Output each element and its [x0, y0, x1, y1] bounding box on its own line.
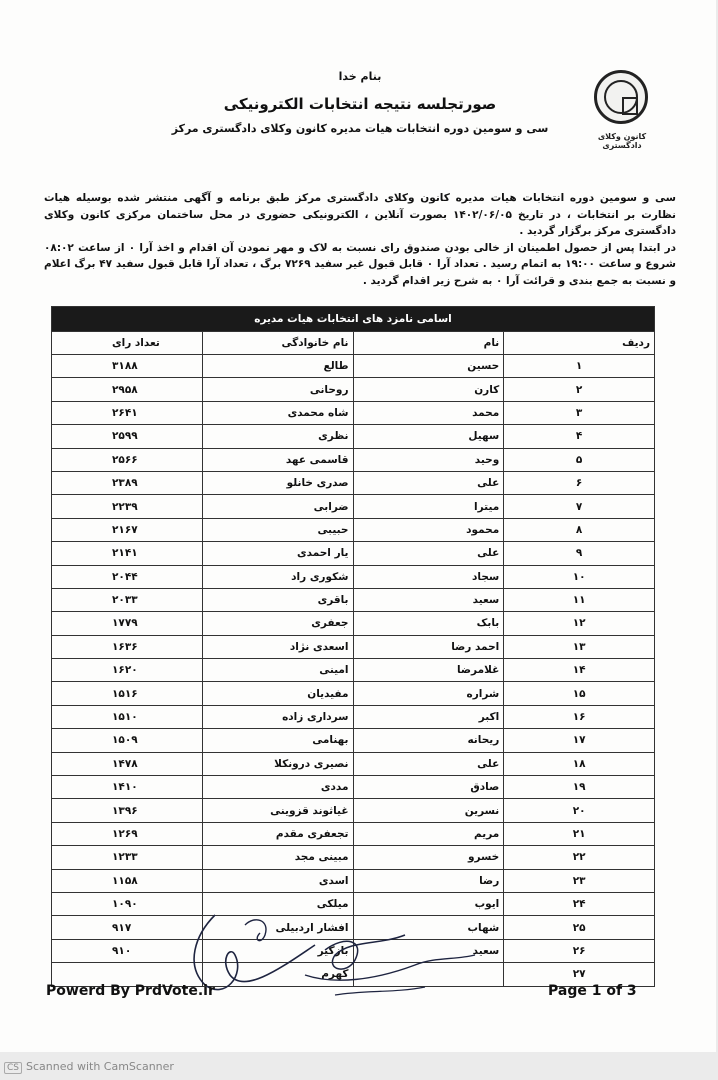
table-row	[52, 659, 655, 682]
cell-last-name: روحانی	[202, 378, 353, 401]
table-row	[52, 518, 655, 541]
cell-last-name: اسدی	[202, 869, 353, 892]
cell-first-name: احمد رضا	[353, 635, 504, 658]
col-header-last-name: نام خانوادگی	[202, 332, 353, 355]
cell-votes: ۲۲۳۹	[52, 495, 203, 518]
table-row	[52, 565, 655, 588]
cell-votes: ۲۹۵۸	[52, 378, 203, 401]
document-title: صورتجلسه نتیجه انتخابات الکترونیکی	[223, 95, 497, 113]
cell-row-number: ۱۲	[504, 612, 655, 635]
cell-first-name: اکبر	[353, 705, 504, 728]
camscanner-logo-icon: CS	[4, 1062, 22, 1074]
cell-row-number: ۱	[504, 355, 655, 378]
cell-votes: ۳۱۸۸	[52, 355, 203, 378]
cell-row-number: ۱۷	[504, 729, 655, 752]
cell-last-name: کهرم	[202, 963, 353, 986]
cell-row-number: ۲۲	[504, 846, 655, 869]
table-row	[52, 682, 655, 705]
cell-votes: ۱۵۰۹	[52, 729, 203, 752]
cell-first-name: میترا	[353, 495, 504, 518]
cell-first-name: سهیل	[353, 425, 504, 448]
cell-first-name: کارن	[353, 378, 504, 401]
cell-row-number: ۱۸	[504, 752, 655, 775]
cell-votes: ۱۵۱۶	[52, 682, 203, 705]
table-row	[52, 776, 655, 799]
document-subtitle: سی و سومین دوره انتخابات هیات مدیره کانون وکلای دادگستری مرکز	[171, 122, 549, 135]
cell-first-name: غلامرضا	[353, 659, 504, 682]
table-row	[52, 495, 655, 518]
table-row	[52, 588, 655, 611]
table-row	[52, 425, 655, 448]
table-row	[52, 916, 655, 939]
intro-paragraph-1: سی و سومین دوره انتخابات هیات مدیره کانون وکلای دادگستری مرکز طبق برنامه و آگهی منتشر شده بوسیله هیات نظارت بر انتخابات ، در تاریخ ۱۴۰۲/۰۶/۰۵ بصورت آنلاین ، الکترونیکی حضوری در محل ساختمان مرکزی کانون وکلای دادگستری مرکز برگزار گردید .	[44, 192, 676, 238]
basmala: بنام خدا	[338, 70, 382, 83]
table-row	[52, 869, 655, 892]
cell-votes: ۱۱۵۸	[52, 869, 203, 892]
footer-powered-by: Powerd By PrdVote.ir	[46, 983, 215, 999]
cell-row-number: ۳	[504, 401, 655, 424]
cell-first-name: محمود	[353, 518, 504, 541]
cell-last-name: حبیبی	[202, 518, 353, 541]
cell-first-name: محمد	[353, 401, 504, 424]
table-row	[52, 939, 655, 962]
cell-votes: ۹۱۰	[52, 939, 203, 962]
cell-first-name: مریم	[353, 822, 504, 845]
cell-last-name: میلکی	[202, 892, 353, 915]
table-row	[52, 635, 655, 658]
cell-first-name: رضا	[353, 869, 504, 892]
cell-row-number: ۱۹	[504, 776, 655, 799]
table-row	[52, 729, 655, 752]
cell-last-name: نصیری درونکلا	[202, 752, 353, 775]
cell-first-name: صادق	[353, 776, 504, 799]
document-header	[140, 70, 580, 135]
table-row	[52, 448, 655, 471]
cell-votes: ۲۱۶۷	[52, 518, 203, 541]
cell-votes: ۱۵۱۰	[52, 705, 203, 728]
cell-last-name: ضرابی	[202, 495, 353, 518]
cell-votes: ۱۰۹۰	[52, 892, 203, 915]
cell-row-number: ۱۴	[504, 659, 655, 682]
cell-first-name: نسرین	[353, 799, 504, 822]
cell-votes: ۱۷۷۹	[52, 612, 203, 635]
cell-last-name: بهنامی	[202, 729, 353, 752]
cell-row-number: ۲۶	[504, 939, 655, 962]
table-row	[52, 401, 655, 424]
cell-last-name: جعفری	[202, 612, 353, 635]
cell-first-name: شراره	[353, 682, 504, 705]
cell-row-number: ۲	[504, 378, 655, 401]
cell-votes: ۲۳۸۹	[52, 471, 203, 494]
cell-row-number: ۲۳	[504, 869, 655, 892]
table-row	[52, 846, 655, 869]
cell-votes: ۹۱۷	[52, 916, 203, 939]
cell-first-name: سجاد	[353, 565, 504, 588]
cell-first-name: سعید	[353, 939, 504, 962]
cell-votes: ۱۴۱۰	[52, 776, 203, 799]
cell-votes: ۱۴۷۸	[52, 752, 203, 775]
cell-first-name: حسین	[353, 355, 504, 378]
scanner-watermark-text: Scanned with CamScanner	[26, 1060, 174, 1073]
candidates-table	[51, 306, 655, 987]
cell-first-name: ریحانه	[353, 729, 504, 752]
table-row	[52, 752, 655, 775]
cell-row-number: ۹	[504, 542, 655, 565]
cell-votes: ۱۲۳۳	[52, 846, 203, 869]
cell-votes: ۱۳۹۶	[52, 799, 203, 822]
cell-votes: ۱۶۳۶	[52, 635, 203, 658]
intro-text	[44, 190, 676, 290]
cell-first-name: خسرو	[353, 846, 504, 869]
cell-last-name: طالع	[202, 355, 353, 378]
col-header-first-name: نام	[353, 332, 504, 355]
cell-row-number: ۴	[504, 425, 655, 448]
cell-last-name: افشار اردبیلی	[202, 916, 353, 939]
table-row	[52, 542, 655, 565]
cell-row-number: ۱۱	[504, 588, 655, 611]
table-row	[52, 892, 655, 915]
seal-caption: کانون وکلای دادگستری	[597, 132, 647, 150]
cell-row-number: ۲۴	[504, 892, 655, 915]
cell-first-name: ایوب	[353, 892, 504, 915]
cell-votes: ۲۵۶۶	[52, 448, 203, 471]
cell-row-number: ۱۶	[504, 705, 655, 728]
cell-last-name: شکوری راد	[202, 565, 353, 588]
cell-row-number: ۲۱	[504, 822, 655, 845]
cell-row-number: ۲۵	[504, 916, 655, 939]
cell-last-name: غیاثوند قزوینی	[202, 799, 353, 822]
cell-last-name: سرداری زاده	[202, 705, 353, 728]
cell-row-number: ۲۷	[504, 963, 655, 986]
cell-last-name: تجعفری مقدم	[202, 822, 353, 845]
cell-votes: ۲۰۴۴	[52, 565, 203, 588]
cell-row-number: ۸	[504, 518, 655, 541]
cell-last-name: باقری	[202, 588, 353, 611]
table-body	[52, 355, 655, 987]
cell-last-name: یار احمدی	[202, 542, 353, 565]
cell-first-name: علی	[353, 471, 504, 494]
table-row	[52, 705, 655, 728]
cell-votes: ۲۰۳۳	[52, 588, 203, 611]
cell-row-number: ۱۰	[504, 565, 655, 588]
cell-row-number: ۱۳	[504, 635, 655, 658]
cell-row-number: ۲۰	[504, 799, 655, 822]
cell-row-number: ۱۵	[504, 682, 655, 705]
cell-last-name: مبینی مجد	[202, 846, 353, 869]
cell-last-name: مفیدیان	[202, 682, 353, 705]
cell-row-number: ۷	[504, 495, 655, 518]
cell-row-number: ۵	[504, 448, 655, 471]
cell-first-name: علی	[353, 752, 504, 775]
table-caption: اسامی نامزد های انتخابات هیات مدیره	[52, 307, 655, 332]
cell-first-name	[353, 963, 504, 986]
footer-page-number: Page 1 of 3	[548, 983, 637, 999]
cell-votes: ۲۱۴۱	[52, 542, 203, 565]
cell-votes: ۲۵۹۹	[52, 425, 203, 448]
table-row	[52, 471, 655, 494]
cell-first-name: شهاب	[353, 916, 504, 939]
cell-last-name: صدری خانلو	[202, 471, 353, 494]
cell-last-name: امینی	[202, 659, 353, 682]
cell-last-name: مددی	[202, 776, 353, 799]
bar-association-seal	[594, 70, 648, 124]
col-header-row: ردیف	[504, 332, 655, 355]
col-header-votes: تعداد رای	[52, 332, 203, 355]
table-row	[52, 822, 655, 845]
cell-last-name: اسعدی نژاد	[202, 635, 353, 658]
table-row	[52, 612, 655, 635]
cell-last-name: قاسمی عهد	[202, 448, 353, 471]
table-row	[52, 355, 655, 378]
cell-row-number: ۶	[504, 471, 655, 494]
cell-first-name: سعید	[353, 588, 504, 611]
intro-paragraph-2: در ابتدا پس از حصول اطمینان از خالی بودن صندوق رای نسبت به لاک و مهر نمودن آن اقدام و اخذ آرا ۰ از ساعت ۰۸:۰۲ شروع و ساعت ۱۹:۰۰ به اتمام رسید . تعداد آرا ۰ قابل قبول غیر سفید ۷۲۶۹ برگ ، تعداد آرا قابل قبول سفید ۴۷ برگ اعلام و نسبت به جمع بندی و قرائت آرا ۰ به شرح زیر اقدام گردید .	[44, 241, 676, 287]
cell-votes: ۱۶۲۰	[52, 659, 203, 682]
cell-first-name: وحید	[353, 448, 504, 471]
cell-first-name: علی	[353, 542, 504, 565]
cell-last-name: نظری	[202, 425, 353, 448]
cell-first-name: بابک	[353, 612, 504, 635]
cell-votes: ۲۶۴۱	[52, 401, 203, 424]
scanner-watermark	[4, 1060, 174, 1074]
table-row	[52, 378, 655, 401]
cell-votes: ۱۲۶۹	[52, 822, 203, 845]
cell-last-name: شاه محمدی	[202, 401, 353, 424]
table-row	[52, 799, 655, 822]
cell-last-name: بازگیر	[202, 939, 353, 962]
